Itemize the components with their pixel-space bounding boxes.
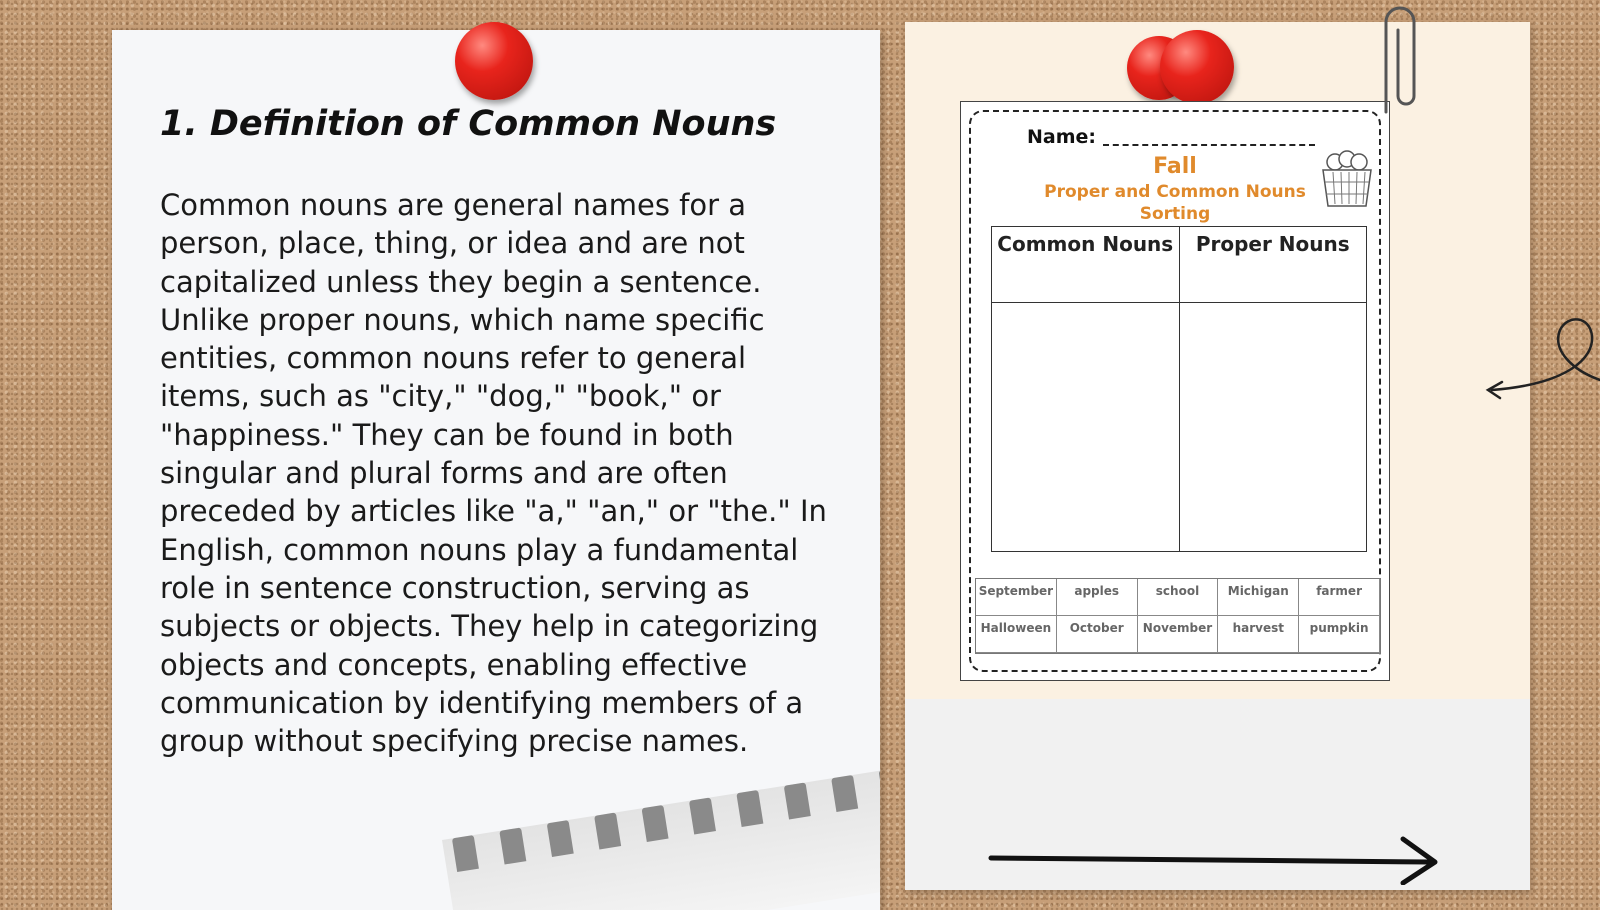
spiral-tab <box>784 782 811 819</box>
word-card: October <box>1057 616 1138 653</box>
word-card: apples <box>1057 579 1138 616</box>
word-card: November <box>1138 616 1219 653</box>
spiral-tab <box>452 835 479 872</box>
worksheet-image <box>960 101 1390 681</box>
word-card: farmer <box>1299 579 1380 616</box>
common-nouns-column <box>992 227 1179 551</box>
red-pushpin-icon <box>455 22 533 100</box>
worksheet-subtitle-2: Sorting <box>1139 204 1211 224</box>
word-card: school <box>1138 579 1219 616</box>
section-heading: 1. Definition of Common Nouns <box>160 104 777 144</box>
word-card: September <box>976 579 1057 616</box>
spiral-tab <box>689 797 716 834</box>
spiral-tab <box>736 790 763 827</box>
word-card: Michigan <box>1218 579 1299 616</box>
word-card: Halloween <box>976 616 1057 653</box>
spiral-tab <box>499 827 526 864</box>
column-header: Common Nouns <box>992 227 1179 303</box>
paperclip-icon <box>1378 0 1418 120</box>
spiral-tab <box>642 805 669 842</box>
spiral-tab <box>594 812 621 849</box>
spiral-tab <box>547 820 574 857</box>
loop-arrow-doodle-icon <box>1482 310 1600 410</box>
sorting-table <box>991 226 1367 552</box>
column-header: Proper Nouns <box>1180 227 1367 303</box>
name-label: Name: <box>1027 126 1097 148</box>
red-pushpin-icon <box>1160 30 1234 104</box>
worksheet-subtitle: Proper and Common Nouns <box>1044 182 1306 202</box>
right-arrow-icon <box>985 835 1445 885</box>
spiral-tab <box>831 775 858 812</box>
word-bank <box>975 578 1381 654</box>
word-card: pumpkin <box>1299 616 1380 653</box>
spiral-tab <box>879 767 880 804</box>
worksheet-title: Fall <box>1153 154 1197 179</box>
word-card: harvest <box>1218 616 1299 653</box>
name-line <box>1103 144 1315 146</box>
definition-paragraph: Common nouns are general names for a person, place, thing, or idea and are not capitalized unless they begin a sentence. Unlike proper nouns, which name specific entities, common nouns refer to general items, such as "city," "dog," "book," or "happiness." They can be found in both singular and plural forms and are often preceded by articles like "a," "an," or "the." In English, common nouns play a fundamental role in sentence construction, serving as subjects or objects. They help in categorizing objects and concepts, enabling effective communication by identifying members of a group without specifying precise names. <box>160 188 827 759</box>
apple-basket-icon <box>1319 148 1375 210</box>
torn-spiral-edge <box>442 756 880 910</box>
proper-nouns-column <box>1179 227 1367 551</box>
